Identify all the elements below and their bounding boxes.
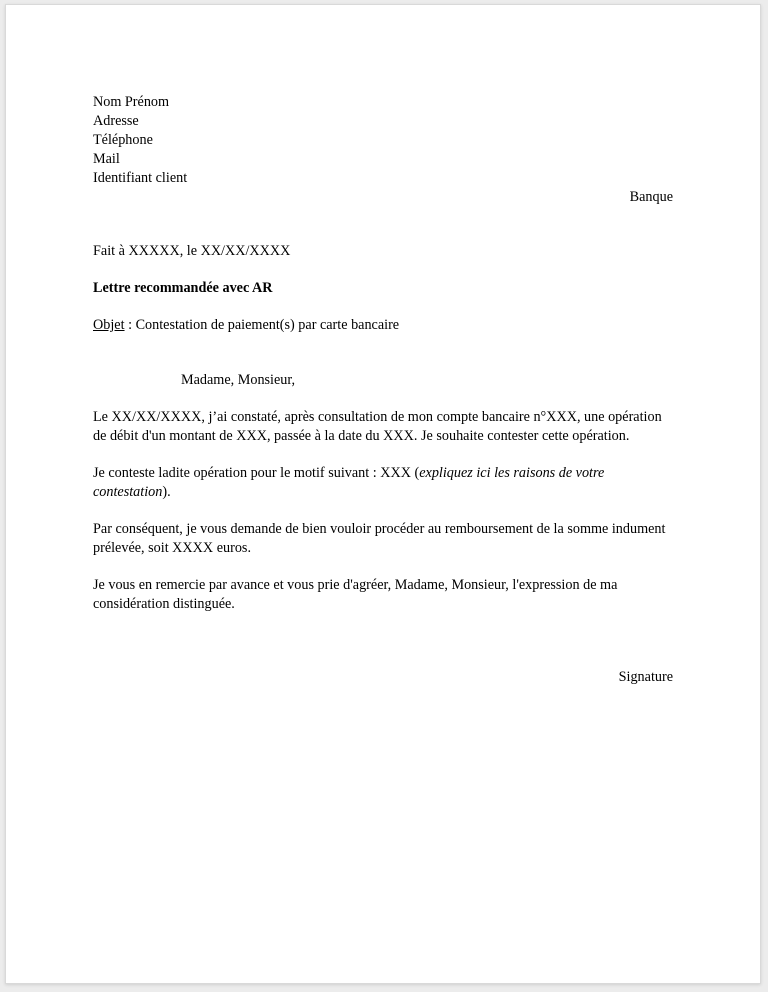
letter-body xyxy=(93,93,673,687)
sender-address: Adresse xyxy=(93,113,139,129)
subject-line xyxy=(93,316,673,335)
paragraph-1: Le XX/XX/XXXX, j’ai constaté, après consultation de mon compte bancaire n°XXX, une opération de débit d'un montant de XXX, passée à la date du XXX. Je souhaite contester cette opération. xyxy=(93,409,662,444)
paragraph-2 xyxy=(93,464,673,502)
document-page xyxy=(5,4,761,984)
signature: Signature xyxy=(618,669,673,685)
paragraph-4: Je vous en remercie par avance et vous prie d'agréer, Madame, Monsieur, l'expression de ma considération distinguée. xyxy=(93,577,618,612)
delivery-method: Lettre recommandée avec AR xyxy=(93,280,273,296)
subject-separator: : xyxy=(124,317,136,333)
paragraph-2-italic: expliquez ici les raisons de votre contestation xyxy=(93,465,605,500)
sender-client-id: Identifiant client xyxy=(93,170,188,186)
paragraph-3: Par conséquent, je vous demande de bien vouloir procéder au remboursement de la somme indument prélevée, soit XXXX euros. xyxy=(93,521,666,556)
date-line: Fait à XXXXX, le XX/XX/XXXX xyxy=(93,243,291,259)
subject-text: Contestation de paiement(s) par carte bancaire xyxy=(135,317,400,333)
recipient-bank: Banque xyxy=(629,189,673,205)
sender-name: Nom Prénom xyxy=(93,94,170,110)
sender-mail: Mail xyxy=(93,151,120,167)
subject-label: Objet xyxy=(93,317,125,333)
paragraph-2-end: ). xyxy=(162,484,171,500)
sender-phone: Téléphone xyxy=(93,132,153,148)
salutation: Madame, Monsieur, xyxy=(181,372,296,388)
paragraph-2-start: Je conteste ladite opération pour le motif suivant : XXX ( xyxy=(93,465,420,481)
sender-block xyxy=(93,93,673,188)
